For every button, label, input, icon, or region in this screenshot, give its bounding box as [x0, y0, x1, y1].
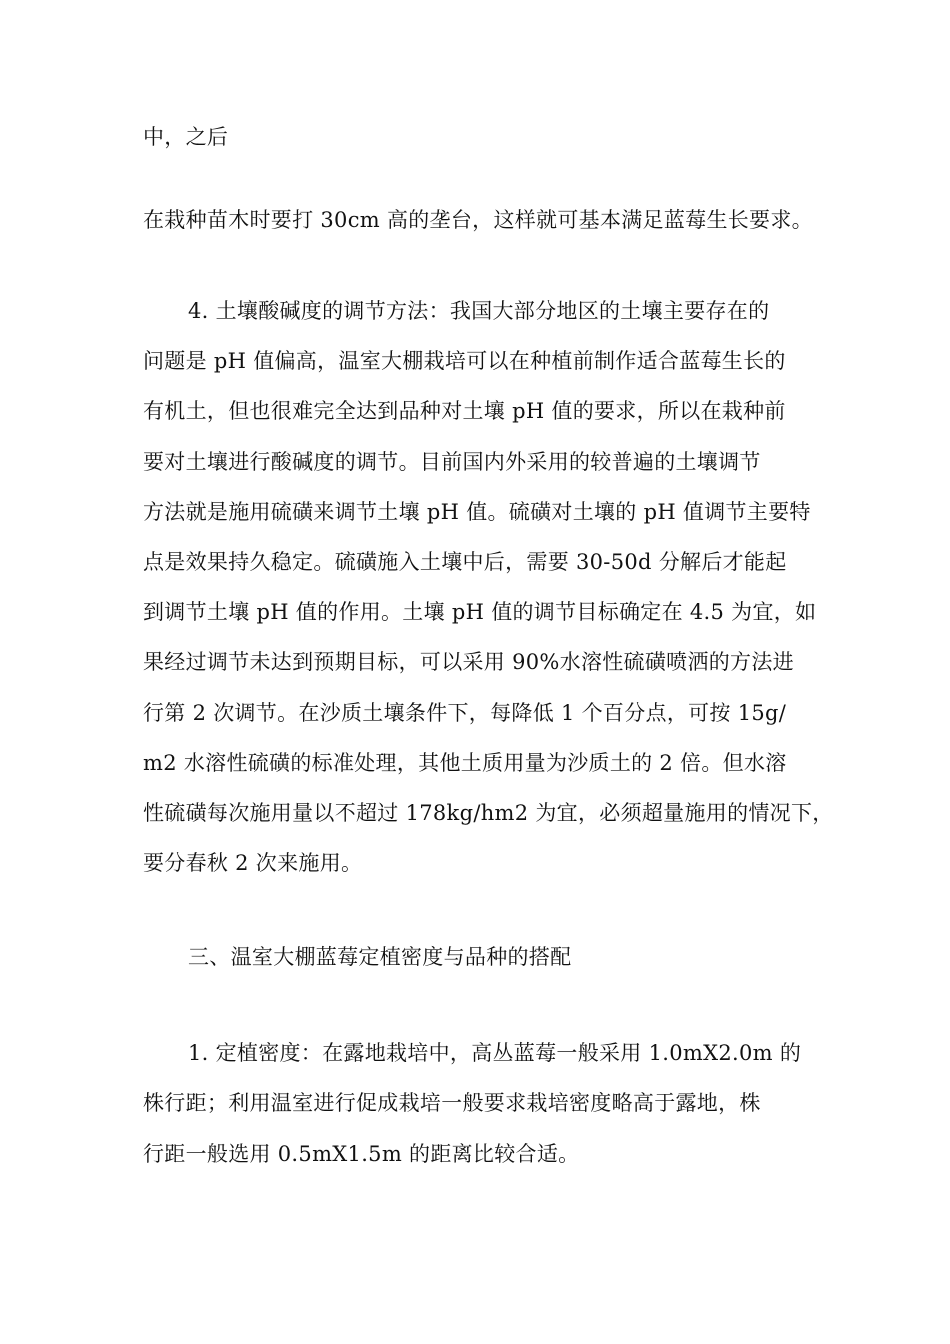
paragraph-line: 到调节土壤 pH 值的作用。土壤 pH 值的调节目标确定在 4.5 为宜，如: [143, 600, 817, 624]
paragraph-line: 在栽种苗木时要打 30cm 高的垄台，这样就可基本满足蓝莓生长要求。: [143, 208, 813, 232]
paragraph-line: 问题是 pH 值偏高，温室大棚栽培可以在种植前制作适合蓝莓生长的: [143, 349, 786, 373]
paragraph-line: 行第 2 次调节。在沙质土壤条件下，每降低 1 个百分点，可按 15g/: [143, 701, 787, 725]
paragraph-line: 中，之后: [143, 125, 229, 149]
paragraph-line: 行距一般选用 0.5mX1.5m 的距离比较合适。: [143, 1142, 580, 1166]
paragraph-line: m2 水溶性硫磺的标准处理，其他土质用量为沙质土的 2 倍。但水溶: [143, 751, 787, 775]
paragraph-line: 果经过调节未达到预期目标，可以采用 90%水溶性硫磺喷洒的方法进: [143, 650, 794, 674]
paragraph-line: 方法就是施用硫磺来调节土壤 pH 值。硫磺对土壤的 pH 值调节主要特: [143, 500, 811, 524]
paragraph-line: 1. 定植密度：在露地栽培中，高丛蓝莓一般采用 1.0mX2.0m 的: [188, 1041, 802, 1065]
paragraph-line: 株行距；利用温室进行促成栽培一般要求栽培密度略高于露地，株: [143, 1091, 761, 1115]
section-heading: 三、温室大棚蓝莓定植密度与品种的搭配: [188, 945, 572, 969]
paragraph-line: 4. 土壤酸碱度的调节方法：我国大部分地区的土壤主要存在的: [188, 299, 770, 323]
paragraph-line: 要对土壤进行酸碱度的调节。目前国内外采用的较普遍的土壤调节: [143, 450, 761, 474]
paragraph-line: 点是效果持久稳定。硫磺施入土壤中后，需要 30-50d 分解后才能起: [143, 550, 787, 574]
paragraph-line: 性硫磺每次施用量以不超过 178kg/hm2 为宜，必须超量施用的情况下，: [143, 801, 834, 825]
paragraph-line: 要分春秋 2 次来施用。: [143, 851, 363, 875]
paragraph-line: 有机土，但也很难完全达到品种对土壤 pH 值的要求，所以在栽种前: [143, 399, 786, 423]
